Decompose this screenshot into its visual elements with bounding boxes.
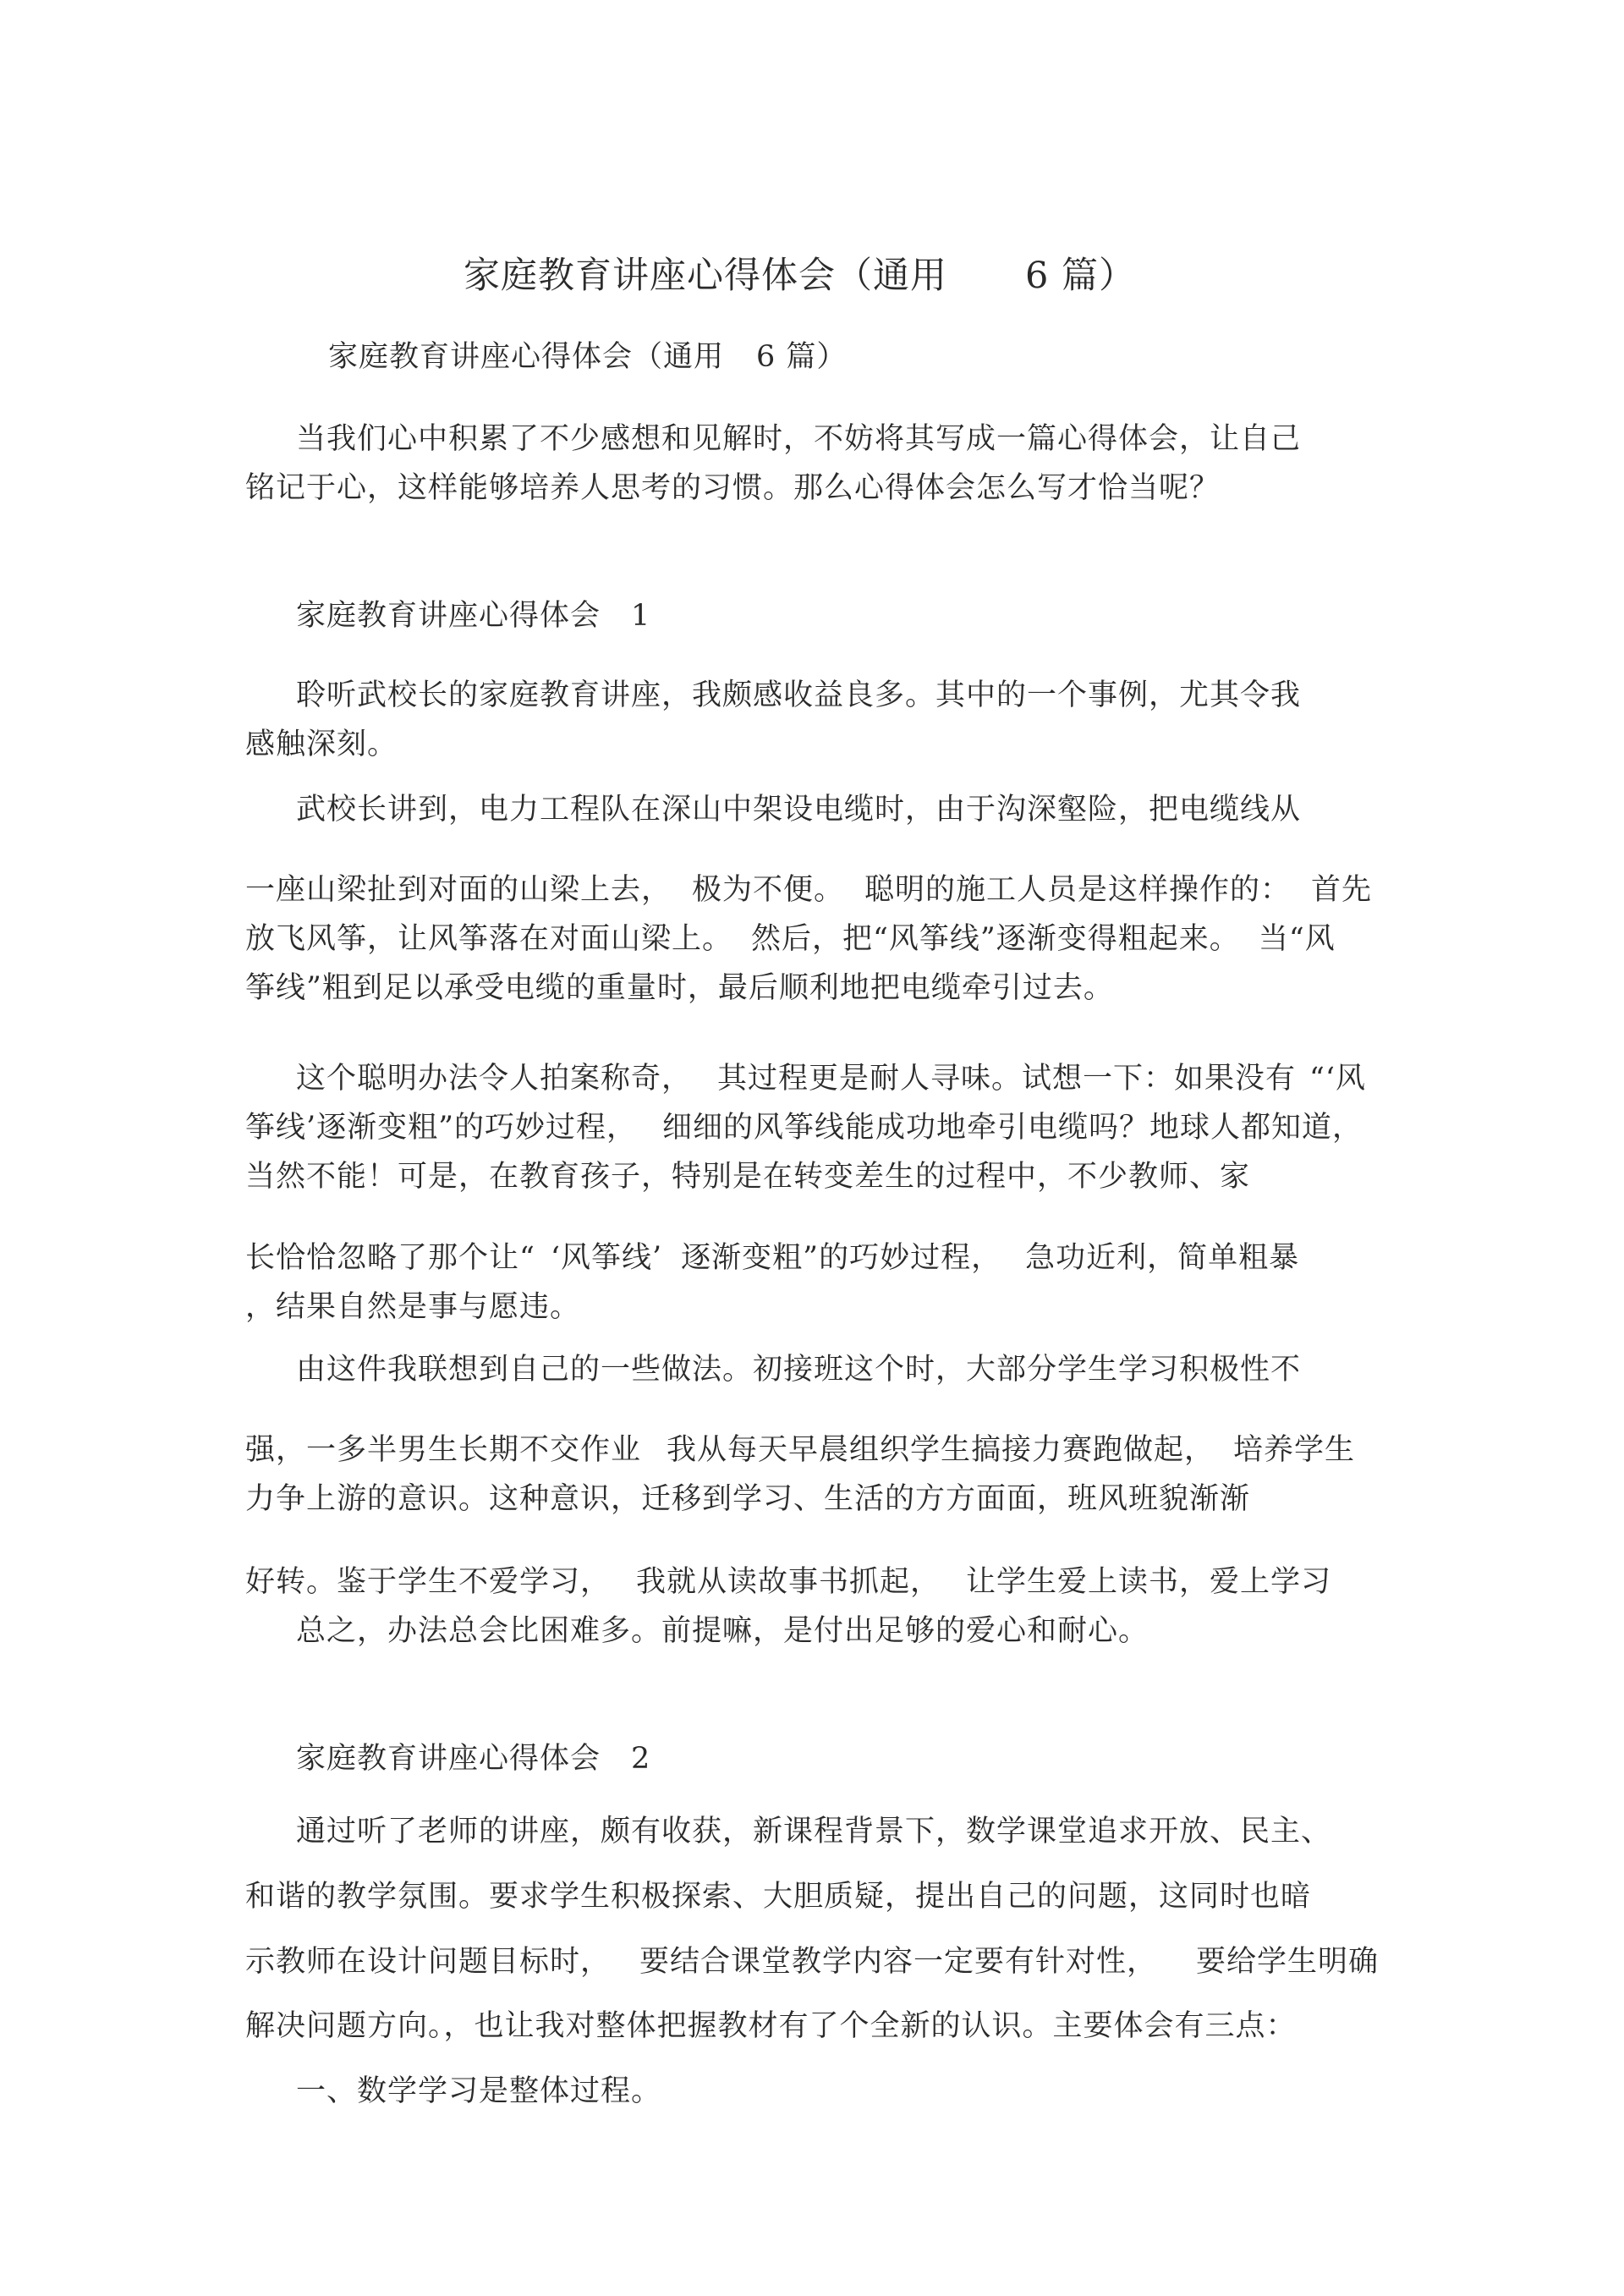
intro-line: 当我们心中积累了不少感想和见解时，不妨将其写成一篇心得体会，让自己 [296, 422, 1302, 456]
paragraph-line: 这个聪明办法令人拍案称奇， 其过程更是耐人寻味。试想一下：如果没有 “‘风 [296, 1062, 1367, 1096]
document-subtitle: 家庭教育讲座心得体会（通用 6 篇） [328, 340, 848, 374]
title-main: 家庭教育讲座心得体会（通用 [464, 255, 947, 297]
paragraph-line: 感触深刻。 [245, 728, 398, 761]
paragraph-line: 聆听武校长的家庭教育讲座，我颇感收益良多。其中的一个事例，尤其令我 [296, 678, 1302, 712]
paragraph-line: 筝线”粗到足以承受电缆的重量时，最后顺利地把电缆牵引过去。 [245, 971, 1114, 1005]
section-heading: 家庭教育讲座心得体会 1 [296, 599, 651, 633]
paragraph-line: 由这件我联想到自己的一些做法。初接班这个时，大部分学生学习积极性不 [296, 1353, 1302, 1387]
paragraph-line: 示教师在设计问题目标时， 要结合课堂教学内容一定要有针对性， 要给学生明确 [245, 1945, 1380, 1979]
paragraph-line: 武校长讲到，电力工程队在深山中架设电缆时，由于沟深壑险，把电缆线从 [296, 793, 1302, 827]
paragraph-line: 放飞风筝，让风筝落在对面山梁上。 然后，把“风筝线”逐渐变得粗起来。 当“风 [245, 922, 1336, 956]
paragraph-line: ，结果自然是事与愿违。 [245, 1290, 581, 1324]
document-title [464, 254, 1136, 298]
paragraph-line: 和谐的教学氛围。要求学生积极探索、大胆质疑，提出自己的问题，这同时也暗 [245, 1880, 1312, 1914]
paragraph-line: 通过听了老师的讲座，颇有收获，新课程背景下，数学课堂追求开放、民主、 [296, 1815, 1332, 1848]
paragraph-line: 总之，办法总会比困难多。前提嘛，是付出足够的爱心和耐心。 [296, 1614, 1149, 1648]
paragraph-line: 筝线’逐渐变粗”的巧妙过程， 细细的风筝线能成功地牵引电缆吗？地球人都知道， [245, 1111, 1363, 1145]
title-count: 6 篇） [1025, 255, 1137, 297]
paragraph-line: 一座山梁扯到对面的山梁上去， 极为不便。 聪明的施工人员是这样操作的： 首先 [245, 873, 1373, 907]
paragraph-line: 长恰恰忽略了那个让“ ‘风筝线’ 逐渐变粗”的巧妙过程， 急功近利，简单粗暴 [245, 1241, 1300, 1275]
intro-line: 铭记于心，这样能够培养人思考的习惯。那么心得体会怎么写才恰当呢？ [245, 471, 1221, 505]
paragraph-line: 解决问题方向。，也让我对整体把握教材有了个全新的认识。主要体会有三点： [245, 2009, 1297, 2043]
paragraph-line: 当然不能！可是，在教育孩子，特别是在转变差生的过程中，不少教师、家 [245, 1160, 1251, 1194]
paragraph-line: 力争上游的意识。这种意识，迁移到学习、生活的方方面面，班风班貌渐渐 [245, 1482, 1251, 1516]
paragraph-line: 一、数学学习是整体过程。 [296, 2074, 662, 2108]
paragraph-line: 强，一多半男生长期不交作业 我从每天早晨组织学生搞接力赛跑做起， 培养学生 [245, 1433, 1356, 1467]
section-heading: 家庭教育讲座心得体会 2 [296, 1742, 651, 1776]
paragraph-line: 好转。鉴于学生不爱学习， 我就从读故事书抓起， 让学生爱上读书，爱上学习 [245, 1565, 1332, 1599]
